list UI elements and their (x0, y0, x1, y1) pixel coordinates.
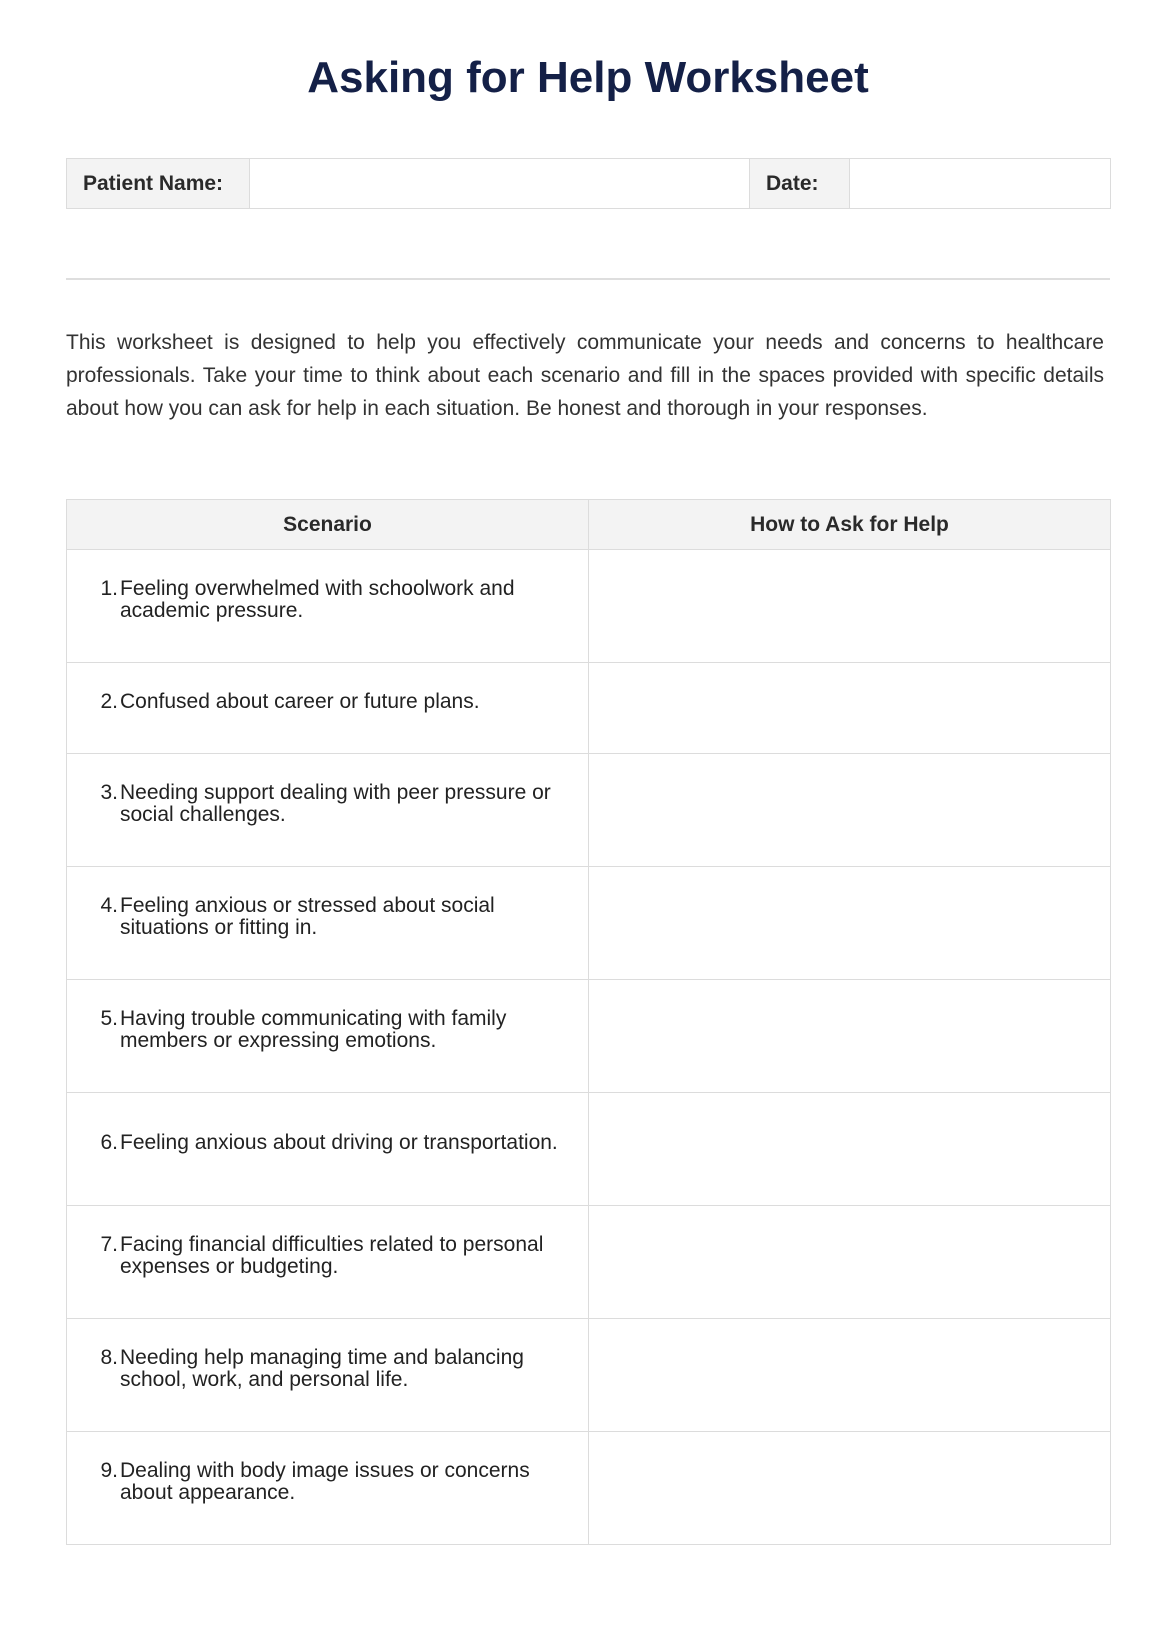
patient-name-label: Patient Name: (67, 159, 250, 209)
scenario-number: 5. (100, 1007, 118, 1030)
scenario-number: 7. (100, 1233, 118, 1256)
scenario-cell (67, 1093, 589, 1206)
scenario-text: Feeling overwhelmed with schoolwork and academic pressure. (120, 577, 515, 622)
scenario-text: Feeling anxious or stressed about social situations or fitting in. (120, 894, 495, 939)
header-how-to-ask: How to Ask for Help (589, 500, 1111, 550)
response-field[interactable] (589, 1206, 1111, 1319)
patient-info-table (66, 158, 1111, 209)
response-field[interactable] (589, 980, 1111, 1093)
date-field[interactable] (850, 159, 1111, 209)
scenario-number: 1. (100, 577, 118, 600)
scenario-cell (67, 754, 589, 867)
scenario-cell (67, 663, 589, 754)
scenario-text: Feeling anxious about driving or transportation. (120, 1131, 558, 1154)
table-row (67, 980, 1111, 1093)
table-row (67, 1093, 1111, 1206)
scenario-table (66, 499, 1111, 1545)
scenario-number: 9. (100, 1459, 118, 1482)
response-field[interactable] (589, 867, 1111, 980)
table-row (67, 754, 1111, 867)
table-row (67, 1319, 1111, 1432)
scenario-cell (67, 1432, 589, 1545)
intro-paragraph: This worksheet is designed to help you effectively communicate your needs and concerns to healthcare professionals. Take your time to think about each scenario and fill in the spaces provided with specific details about how you can ask for help in each situation. Be honest and thorough in your responses. (66, 331, 1104, 420)
scenario-cell (67, 1319, 589, 1432)
scenario-cell (67, 867, 589, 980)
page-title: Asking for Help Worksheet (307, 53, 869, 102)
scenario-number: 8. (100, 1346, 118, 1369)
response-field[interactable] (589, 1093, 1111, 1206)
scenario-text: Dealing with body image issues or concerns about appearance. (120, 1459, 530, 1504)
scenario-text: Needing support dealing with peer pressure or social challenges. (120, 781, 551, 826)
scenario-number: 6. (100, 1131, 118, 1154)
patient-name-field[interactable] (250, 159, 750, 209)
scenario-cell (67, 550, 589, 663)
table-row (67, 1432, 1111, 1545)
scenario-cell (67, 1206, 589, 1319)
scenario-number: 3. (100, 781, 118, 804)
divider (66, 278, 1110, 280)
date-label: Date: (750, 159, 850, 209)
table-row (67, 1206, 1111, 1319)
scenario-text: Needing help managing time and balancing school, work, and personal life. (120, 1346, 524, 1391)
scenario-text: Having trouble communicating with family members or expressing emotions. (120, 1007, 507, 1052)
scenario-number: 4. (100, 894, 118, 917)
response-field[interactable] (589, 1432, 1111, 1545)
response-field[interactable] (589, 663, 1111, 754)
table-row (67, 867, 1111, 980)
response-field[interactable] (589, 550, 1111, 663)
response-field[interactable] (589, 754, 1111, 867)
response-field[interactable] (589, 1319, 1111, 1432)
table-row (67, 550, 1111, 663)
scenario-cell (67, 980, 589, 1093)
scenario-number: 2. (100, 690, 118, 713)
scenario-text: Facing financial difficulties related to personal expenses or budgeting. (120, 1233, 544, 1278)
scenario-text: Confused about career or future plans. (120, 690, 480, 713)
table-row (67, 663, 1111, 754)
header-scenario: Scenario (67, 500, 589, 550)
